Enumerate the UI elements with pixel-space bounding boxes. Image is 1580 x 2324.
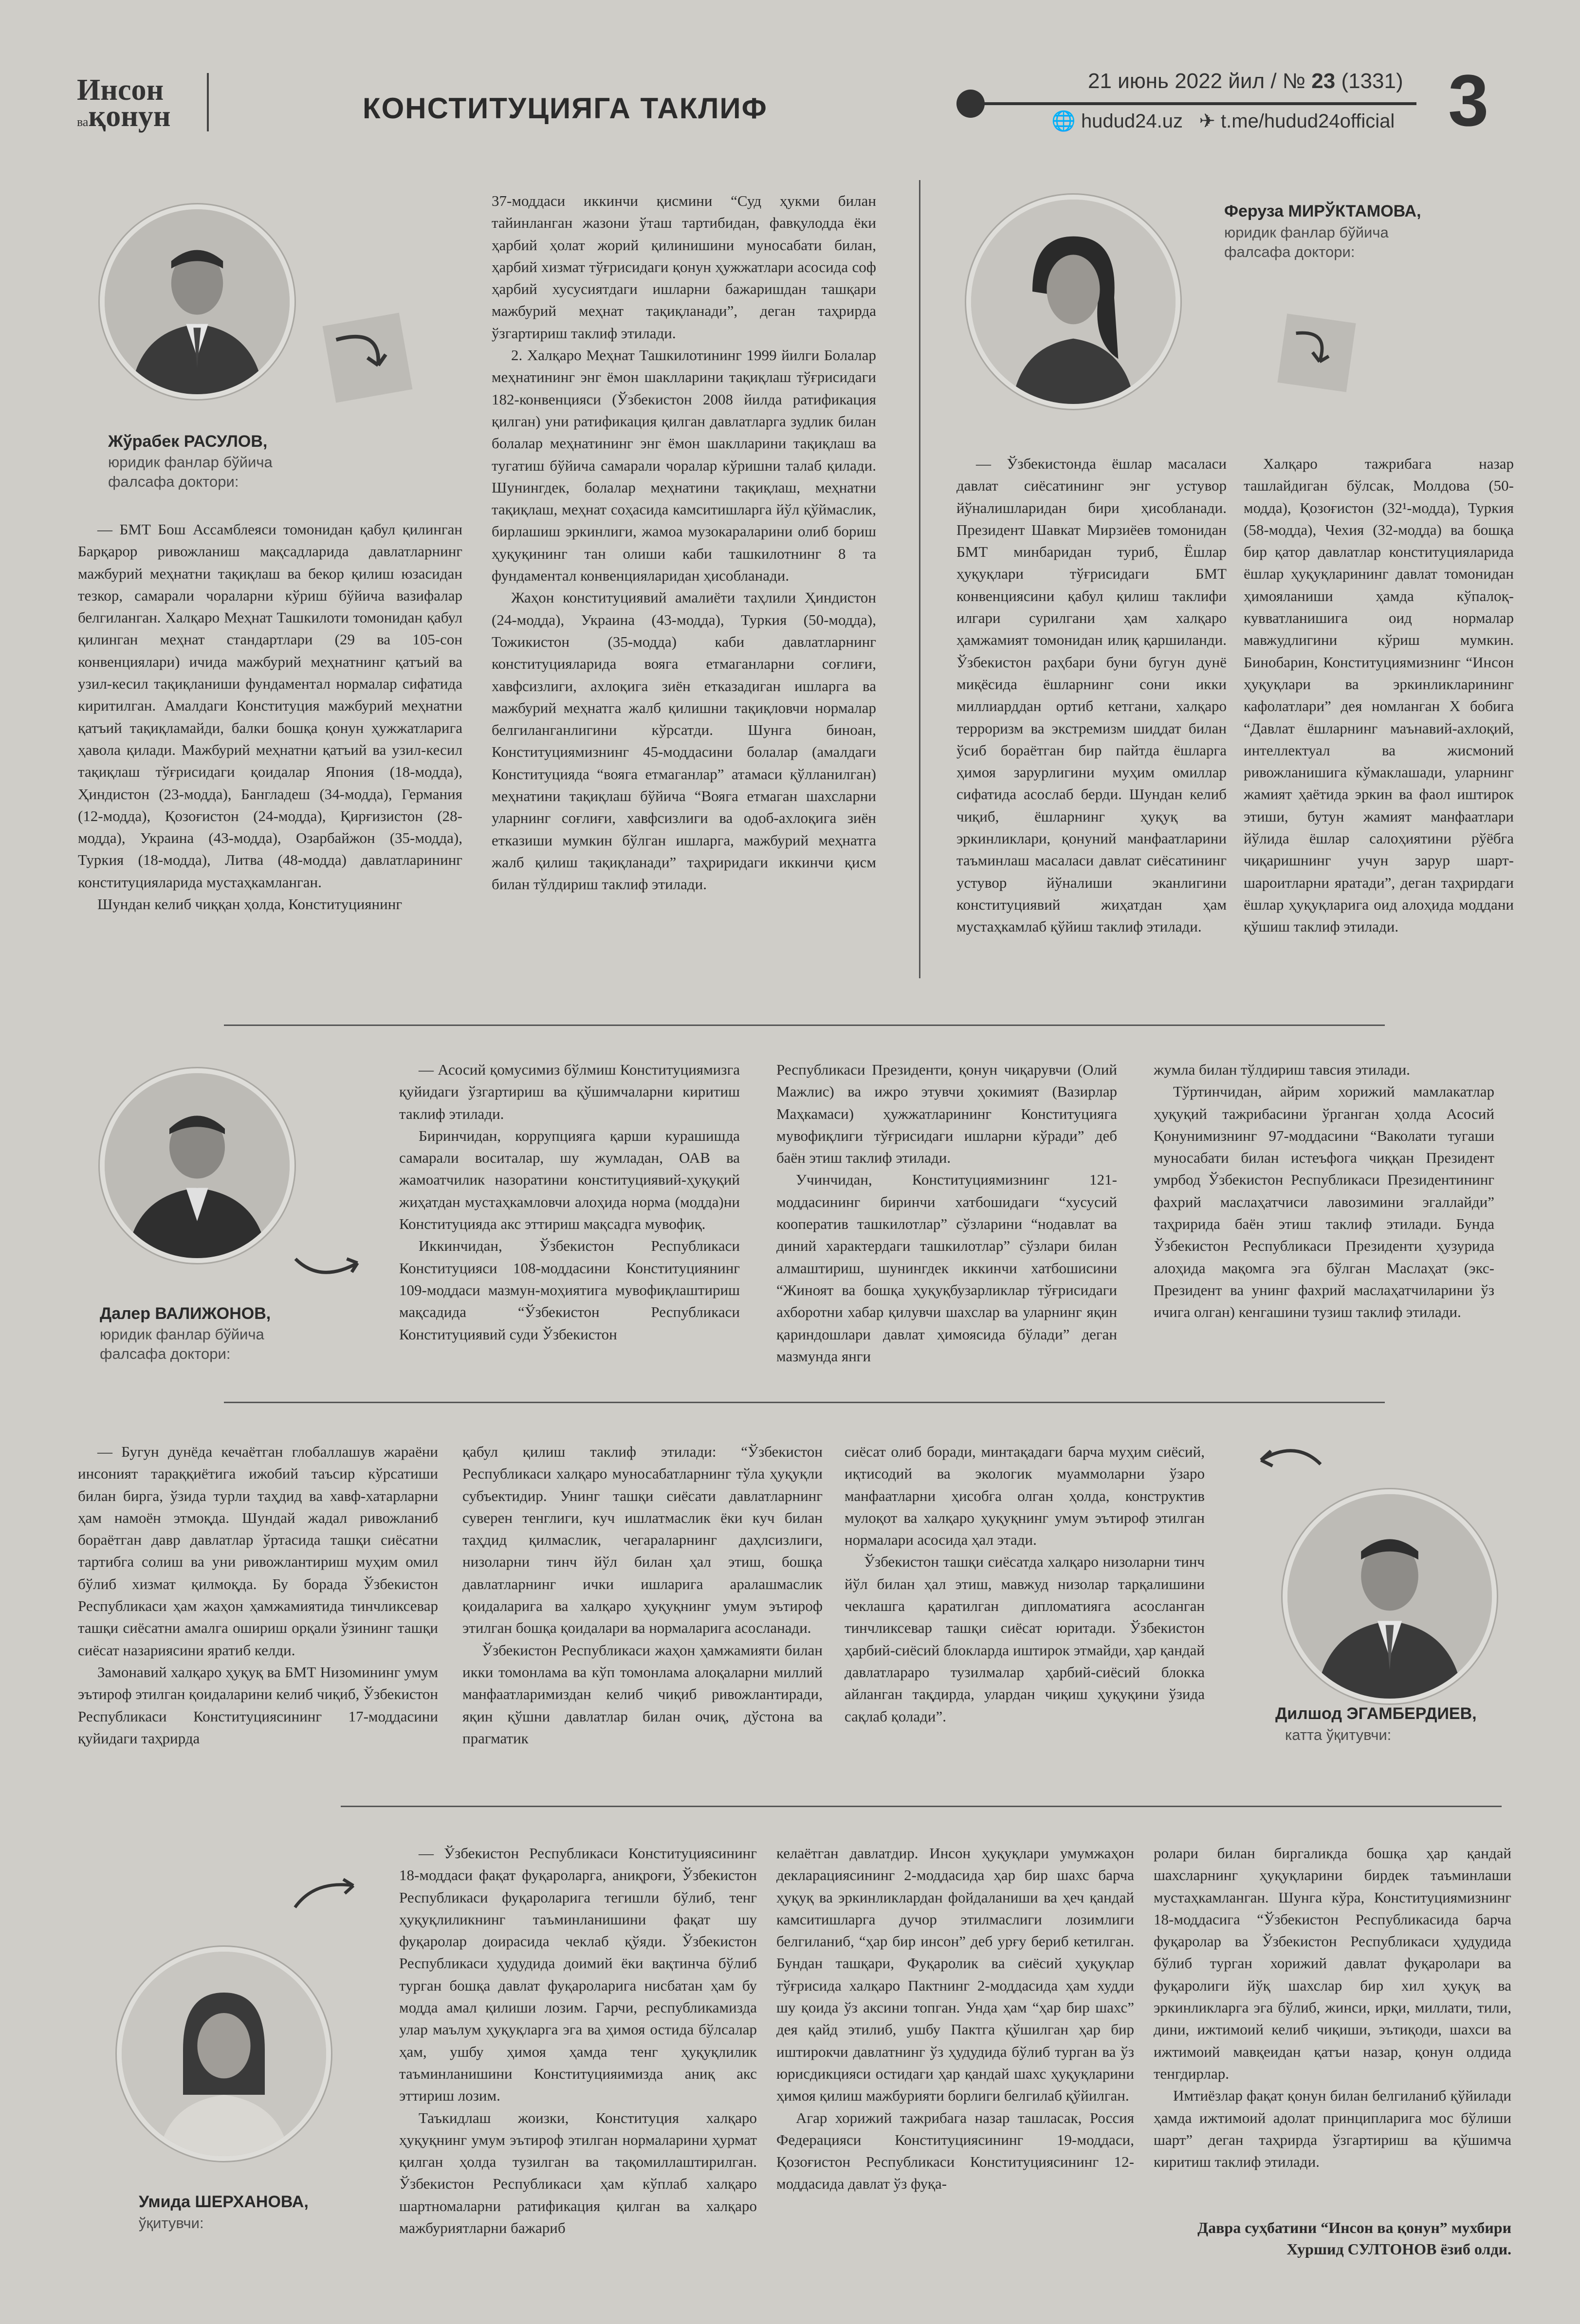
author-name: Феруза МИРЎКТАМОВА, [1224, 202, 1421, 220]
paragraph: 2. Халқаро Меҳнат Ташкилотининг 1999 йилги Болалар меҳнатининг энг ёмон шаклларини тақиқлаш тўғрисидаги 182-конвенцияси (Ўзбекистон 2008 йилда ратификация қилган) уни ратификация қилган давлатларга зудлик билан болалар меҳнатининг энг ёмон шаклларини тақиқлаш ва тугатиш бўйича самарали чоралар кўришни талаб қилади. Шунингдек, болалар меҳнатини тақиқлаш, меҳнатни тақиқлаш, меҳнат соҳасида камситишларга йўл қўймаслик, бирлашиш эркинлиги, жамоа музокараларини олиб бориш ҳуқуқининг тан олиши каби ташкилотнинг 8 та фундаментал конвенцияларидан ҳисобланади. [492, 347, 876, 585]
author-role: юридик фанлар бўйича фалсафа доктори: [100, 1326, 264, 1362]
curved-arrow-icon [314, 304, 421, 411]
curved-arrow-icon [1270, 306, 1363, 400]
paragraph: Агар хорижий тажрибага назар ташласак, Россия Федерацияси Конституциясининг 19-моддаси, Қозоғистон Республикаси Конституциясининг 12-моддасида давлат ўз фуқа- [776, 2109, 1134, 2193]
woman-portrait-icon [971, 200, 1176, 404]
section-divider [341, 1806, 1502, 1807]
paragraph: — Ўзбекистон Республикаси Конституциясининг 18-моддаси фақат фуқароларга, аниқроғи, Ўзбекистон Республикаси фуқароларига тегишли бўлиб, тенг ҳуқуқлиликнинг таъминланишини фақат шу фуқаролар доирасида чеклаб қўяди. Ўзбекистон Республикаси ҳудудида доимий ёки вақтинча бўлиб турган бошқа давлат фуқароларига нисбатан ҳам бу модда амал қилиши лозим. Гарчи, республикамизда улар маълум ҳуқуқларга эга ва ҳимоя остида бўлсалар ҳам, ушбу ҳимоя ҳамда тенг ҳуқуқлилик таъминланишини Конституцияимизда аниқ акс эттириш лозим. [399, 1845, 757, 2104]
issue-number: 23 [1311, 69, 1336, 93]
author-role: юридик фанлар бўйича фалсафа доктори: [1224, 224, 1389, 260]
paragraph: — Асосий қомусимиз бўлмиш Конституциямизга қуйидаги ўзгартириш ва қўшимчаларни киритиш таклиф этилади. [399, 1061, 740, 1122]
globe-icon: 🌐 [1051, 110, 1076, 132]
logo-small-word: ва [77, 115, 89, 129]
site-link[interactable]: hudud24.uz [1081, 110, 1183, 132]
paragraph: Ўзбекистон ташқи сиёсатда халқаро низоларни тинч йўл билан ҳал этиш, мавжуд низолар тарқалишини чеклашга қаратилган дипломатияга асосланган тинчликсевар ташқи сиёсат юритади. Ўзбекистон ҳарбий-сиёсий блокларда иштирок этмайди, ҳар қандай давлатлараро тузилмалар ҳарбий-сиёсий блокка айланган тақдирда, улардан чиқиш ҳуқуқини ўзида сақлаб қолади”. [845, 1553, 1205, 1725]
man-portrait-icon [1287, 1494, 1492, 1699]
paragraph: келаётган давлатдир. Инсон ҳуқуқлари умумжаҳон декларациясининг 2-моддасида ҳар бир шахс барча ҳуқуқ ва эркинликлардан фойдаланиши ва ҳеч қандай камситишларга дучор этилмаслиги лозимлиги белгиланиб, “ҳар бир инсон” деб урғу бериб кетилган. Бундан ташқари, Фуқаролик ва сиёсий ҳуқуқлар тўғрисида халқаро Пактнинг 2-моддасида ҳам худди шу қоида ўз аксини топган. Унда ҳам “ҳар бир шахс” дея қайд этилиб, ушбу Пактга қўшилган ҳар бир иштирокчи давлатнинг ўз ҳудудида бўлиб турган ва ўз юрисдикцияси остидаги ҳар қандай шахс ҳуқуқларини ҳимоя қилиш мажбурияти борлиги белгилаб қўйилган. [776, 1845, 1134, 2104]
logo-line1: Инсон [77, 73, 164, 107]
paragraph: Тўртинчидан, айрим хорижий мамлакатлар ҳуқуқий тажрибасини ўрганган ҳолда Асосий Қонунимизнинг 97-моддасини “Ваколати тугаши муносабати билан истеъфога чиққан Президент умрбод Ўзбекистон Республикаси Президентининг фахрий маслаҳатчиси лавозимини эгаллайди” таҳририда баён этиш таклиф этилади. Бунда Ўзбекистон Республикаси Президенти ҳузурида алоҳида мақомга эга бўлган Маслаҳат (экс-Президент ва унинг фахрий маслаҳатчиларини ўз ичига олган) кенгашини тузиш таклиф этилади. [1154, 1083, 1494, 1321]
author-role: ўқитувчи: [139, 2214, 204, 2232]
article-rasulov-col2 [492, 190, 876, 976]
section-divider [224, 1402, 1385, 1403]
header-links [1051, 110, 1395, 132]
article-egamberdiev-col2 [462, 1441, 823, 1776]
article-rasulov-col1 [78, 518, 462, 976]
portrait-sherkhanova [117, 1947, 331, 2161]
newspaper-logo [77, 73, 171, 135]
paragraph: ролари билан биргаликда бошқа ҳар қандай шахсларнинг ҳуқуқларини бирдек таъминлаши мустаҳкамланган. Шунга кўра, Конституциямизнинг 18-моддасига “Ўзбекистон Республикасида барча фуқаролар ва Ўзбекистон Республикаси ҳудудида бўлиб турган хорижий давлат фуқаролари ва фуқаролиги йўқ шахслар бир хил ҳуқуқ ва эркинликларга эга бўлиб, жинси, ирқи, миллати, тили, дини, ижтимоий келиб чиқиши, эътиқоди, шахси ва ижтимоий мавқеидан қатъи назар, қонун олдида тенгдирлар. [1154, 1845, 1511, 2082]
article-sherkhanova-col1 [399, 1842, 757, 2309]
page-number: 3 [1448, 59, 1489, 141]
paragraph: Жаҳон конституциявий амалиёти таҳлили Ҳиндистон (24-модда), Украина (43-модда), Туркия (50-модда), Тожикистон (35-модда) каби давлатларнинг конституцияларида вояга етмаганларни соғлиғи, хавфсизлиги, ахлоқига зиён етказадиган ишларга ва мажбурий меҳнатга жалб қилишни тақиқловчи нормалар белгиланганлигини кўрсатди. Шунга биноан, Конституциямизнинг 45-моддасини болалар (амалдаги Конституцияда “вояга етмаганлар” атамаси қўлланилган) меҳнатини тақиқлаш бўйича “Вояга етмаган шахсларни уларнинг соғлиғи, хавфсизлиги ва одоб-ахлоқига зиён етказиши мумкин бўлган ишларга, мажбурий меҳнатга жалб қилиш тақиқланади” таҳриридаги иккинчи қисм билан тўлдириш таклиф этилади. [492, 589, 876, 893]
column-divider [919, 180, 920, 978]
curved-arrow-icon [287, 1241, 370, 1285]
paragraph: Ўзбекистон Республикаси жаҳон ҳамжамияти билан икки томонлама ва кўп томонлама алоқаларни миллий манфаатларимиздан келиб чиқиб ривожлантиради, яқин қўшни давлатлар билан очиқ, дўстона ва прагматик [462, 1641, 823, 1747]
woman-portrait-icon [122, 1952, 326, 2156]
paragraph: Шундан келиб чиққан ҳолда, Конституциянинг [97, 896, 403, 913]
issue-total: (1331) [1341, 69, 1403, 93]
author-name: Жўрабек РАСУЛОВ, [108, 432, 268, 451]
header-line [969, 102, 1416, 105]
section-title: КОНСТИТУЦИЯГА ТАКЛИФ [363, 92, 768, 125]
author-name: Далер ВАЛИЖОНОВ, [100, 1304, 271, 1323]
curved-arrow-icon [287, 1874, 365, 1918]
issue-date-text: 21 июнь 2022 йил / № [1088, 69, 1306, 93]
paragraph: Таъкидлаш жоизки, Конституция халқаро ҳуқуқнинг умум эътироф этилган нормаларини ҳурмат қилган ҳолда тузилган ва тақомиллаштирилган. Ўзбекистон Республикаси ҳам кўплаб халқаро шартномаларни ратификация қилган ва халқаро мажбуриятларни бажариб [399, 2109, 757, 2237]
telegram-link[interactable]: t.me/hudud24official [1221, 110, 1395, 132]
paragraph: Халқаро тажрибага назар ташлайдиган бўлсак, Молдова (50-модда), Қозоғистон (32¹-модда), Туркия (58-модда), Чехия (32-модда) ва бошқа бир қатор давлатлар конституцияларида ёшлар ҳуқуқларининг давлат томонидан ҳимояланиши ҳамда кўпалоқ-кувватланишига оид нормалар мавжудлигини кўриш мумкин. Бинобарин, Конституциямизнинг “Инсон ҳуқуқлари ва эркинликларининг кафолатлари” дея номланган Х бобига “Давлат ёшларнинг маънавий-ахлоқий, интеллектуал ва жисмоний ривожланишига кўмаклашади, уларнинг жамият ҳаётида эркин ва фаол иштирок этиши, бутун жамият манфаатлари йўлида ёшлар салоҳиятини рўёбга чиқаришнинг учун зарур шарт-шароитларни яратади”, деган таҳрирдаги ёшлар ҳуқуқларига оид алоҳида моддани қўшиш таклиф этилади. [1244, 455, 1514, 935]
man-portrait-icon [105, 209, 290, 394]
portrait-valijonov [100, 1068, 294, 1263]
paragraph: Биринчидан, коррупцияга қарши курашишда самарали воситалар, шу жумладан, ОАВ ва жамоатчилик назоратини конституциявий-ҳуқуқий жиҳатдан мустаҳкамловчи алоҳида норма (модда)ни Конституцияда акс эттириш мақсадга мувофиқ. [399, 1127, 740, 1233]
portrait-rasulov [100, 204, 294, 399]
paragraph: жумла билан тўлдириш тавсия этилади. [1154, 1061, 1410, 1078]
article-valijonov-col3 [1154, 1059, 1494, 1370]
paragraph: Республикаси Президенти, қонун чиқарувчи (Олий Мажлис) ва ижро этувчи ҳокимият (Вазирлар Маҳкамаси) ҳужжатларининг Конституцияга мувофиқлиги тўғрисидаги ишларни кўради” деб баён этиш таклиф этилади. [776, 1061, 1117, 1167]
portrait-miruktamova [966, 195, 1180, 409]
article-egamberdiev-col1 [78, 1441, 438, 1776]
paragraph: Иккинчидан, Ўзбекистон Республикаси Конституцияси 108-моддасини Конституциянинг 109-моддаси мазмун-моҳиятига мувофиқлаштириш мақсадида “Ўзбекистон Республикаси Конституциявий суди Ўзбекистон [399, 1237, 740, 1343]
article-valijonov-col1 [399, 1059, 740, 1370]
logo-divider [207, 73, 209, 131]
telegram-icon: ✈ [1199, 110, 1215, 132]
logo-line2: қонун [88, 100, 171, 133]
paragraph: — БМТ Бош Ассамблеяси томонидан қабул қилинган Барқарор ривожланиш мақсадларида давлатларнинг мажбурий меҳнатни тақиқлаш ва бекор қилиш юзасидан тезкор, самарали чораларни кўриш бўйича вазифалар белгиланган. Халқаро Меҳнат Ташкилоти томонидан қабул қилинган меҳнат стандартлари (29 ва 105-сон конвенциялари) ичида мажбурий меҳнатнинг қатъий ва узил-кесил тақиқланиши фундаментал нормалар сифатида киритилган. Амалдаги Конституция мажбурий меҳнатни қатъий тақиқламайди, балки бошқа қонун ҳужжатларига ҳавола қилади. Мажбурий меҳнатни қатъий ва узил-кесил тақиқлаш тўғрисидаги қоидалар Япония (18-модда), Ҳиндистон (23-модда), Бангладеш (34-модда), Германия (12-модда), Қозоғистон (24-модда), Қирғизистон (28-модда), Украина (43-модда), Озарбайжон (35-модда), Туркия (18-модда), Литва (48-модда) давлатларининг конституцияларида мустаҳкамланган. [78, 521, 462, 891]
article-sherkhanova-col2 [776, 1842, 1134, 2309]
paragraph: 37-моддаси иккинчи қисмини “Суд ҳукми билан тайинланган жазони ўташ тартибидан, фавқулодда ёки ҳарбий ҳолат жорий қилинишини муносабати билан, ҳарбий хизмат тўғрисидаги қонун ҳужжатлари асосида соф ҳарбий хусусиятдаги ишларни бажаришдан ташқари мажбурий меҳнат тақиқланади”, деган таҳрирда ўзгартириш таклиф этилади. [492, 192, 876, 342]
man-portrait-icon [105, 1073, 290, 1258]
paragraph: Учинчидан, Конституциямизнинг 121-моддасининг биринчи хатбошидаги “хусусий кооператив ташкилотлар” сўзларини “нодавлат ва диний характердаги ташкилотлар” сўзлари билан алмаштириш, шунингдек иккинчи хатбошисини “Жиноят ва бошқа ҳуқуқбузарликлар тўғрисидаги ахборотни хабар қилувчи шахслар ва уларнинг яқин қариндошлари давлат ҳимоясида бўлади” деган мазмунда янги [776, 1171, 1117, 1365]
paragraph: қабул қилиш таклиф этилади: “Ўзбекистон Республикаси халқаро муносабатларнинг тўла ҳуқуқли субъектидир. Унинг ташқи сиёсати давлатларнинг суверен тенглиги, куч ишлатмаслик ёки куч билан таҳдид қилмаслик, чегараларнинг даҳлсизлиги, низоларни тинч йўл билан ҳал этиш, бошқа давлатларнинг ички ишларига аралашмаслик қоидаларига ва халқаро ҳуқуқнинг умум эътироф этилган бошқа қоидалари ва нормаларига асосланади. [462, 1443, 823, 1637]
curved-arrow-icon [1246, 1438, 1329, 1482]
article-sherkhanova-col3 [1154, 1842, 1511, 2217]
paragraph: Замонавий халқаро ҳуқуқ ва БМТ Низомининг умум эътироф этилган қоидаларини келиб чиқиб, Ўзбекистон Республикаси Конституциясининг 17-моддасини қуйидаги таҳрирда [78, 1663, 438, 1747]
section-divider [224, 1025, 1385, 1026]
author-name: Дилшод ЭГАМБЕРДИЕВ, [1275, 1704, 1477, 1723]
article-egamberdiev-col3 [845, 1441, 1205, 1776]
article-miruktamova-col2 [1244, 453, 1514, 976]
article-valijonov-col2 [776, 1059, 1117, 1370]
paragraph: — Бугун дунёда кечаётган глобаллашув жараёни инсоният тараққиётига ижобий таъсир кўрсатиши билан бирга, ўзида турли таҳдид ва хавф-хатарларни ҳам намоён этмоқда. Шундай жадал ривожланиб бораётган давр давлатлар ўртасида ташқи сиёсатни тартибга солиш ва уни ривожлантириш муҳим омил бўлиб хизмат қилмоқда. Бу борада Ўзбекистон Республикаси ҳам жаҳон ҳамжамиятида тинчликсевар ташқи сиёсатни амалга ошириш орқали ўзининг ташқи сиёсат назариясини яратиб келди. [78, 1443, 438, 1659]
paragraph: Имтиёзлар фақат қонун билан белгиланиб қўйилади ҳамда ижтимоий адолат принципларига мос бўлиши шарт” деган таҳрирда ўзгартириш ва қўшимча киритиш таклиф этилади. [1154, 2087, 1511, 2171]
signature: Давра суҳбатини “Инсон ва қонун” мухбири Хуршид СУЛТОНОВ ёзиб олди. [1197, 2219, 1511, 2258]
author-role: юридик фанлар бўйича фалсафа доктори: [108, 454, 273, 490]
author-name: Умида ШЕРХАНОВА, [139, 2193, 309, 2211]
portrait-egamberdiev [1283, 1489, 1497, 1703]
paragraph: сиёсат олиб боради, минтақадаги барча муҳим сиёсий, иқтисодий ва экологик муаммоларни ўзаро манфаатларни ҳисобга олган ҳолда, конструктив мулоқот ва халқаро ҳуқуқнинг умум эътироф этилган нормалари асосида ҳал этади. [845, 1443, 1205, 1549]
article-miruktamova-col1 [956, 453, 1227, 976]
issue-date [1088, 69, 1403, 93]
author-role: катта ўқитувчи: [1285, 1726, 1392, 1743]
paragraph: — Ўзбекистонда ёшлар масаласи давлат сиёсатининг энг устувор йўналишларидан бири ҳисобланади. Президент Шавкат Мирзиёев томонидан БМТ минбаридан туриб, Ёшлар ҳуқуқлари тўғрисидаги БМТ конвенциясини қабул қилиш таклифи илгари сурилгани ҳам халқаро ҳамжамият томонидан илиқ қаршиланди. Ўзбекистон раҳбари буни бугун дунё миқёсида ёшларнинг сони икки миллиарддан ортиб кетгани, халқаро терроризм ва экстремизм шиддат билан ўсиб бораётган бир пайтда ёшларга ҳимоя зарурлигини муҳим омиллар сифатида асослаб берди. Шундан келиб чиқиб, ёшларнинг ҳуқуқ ва эркинликлари, қонуний манфаатларини таъминлаш масаласи давлат сиёсатининг устувор йўналиши эканлигини конституциявий жиҳатдан ҳам мустаҳкамлаб қўйиш таклиф этилади. [956, 455, 1227, 935]
